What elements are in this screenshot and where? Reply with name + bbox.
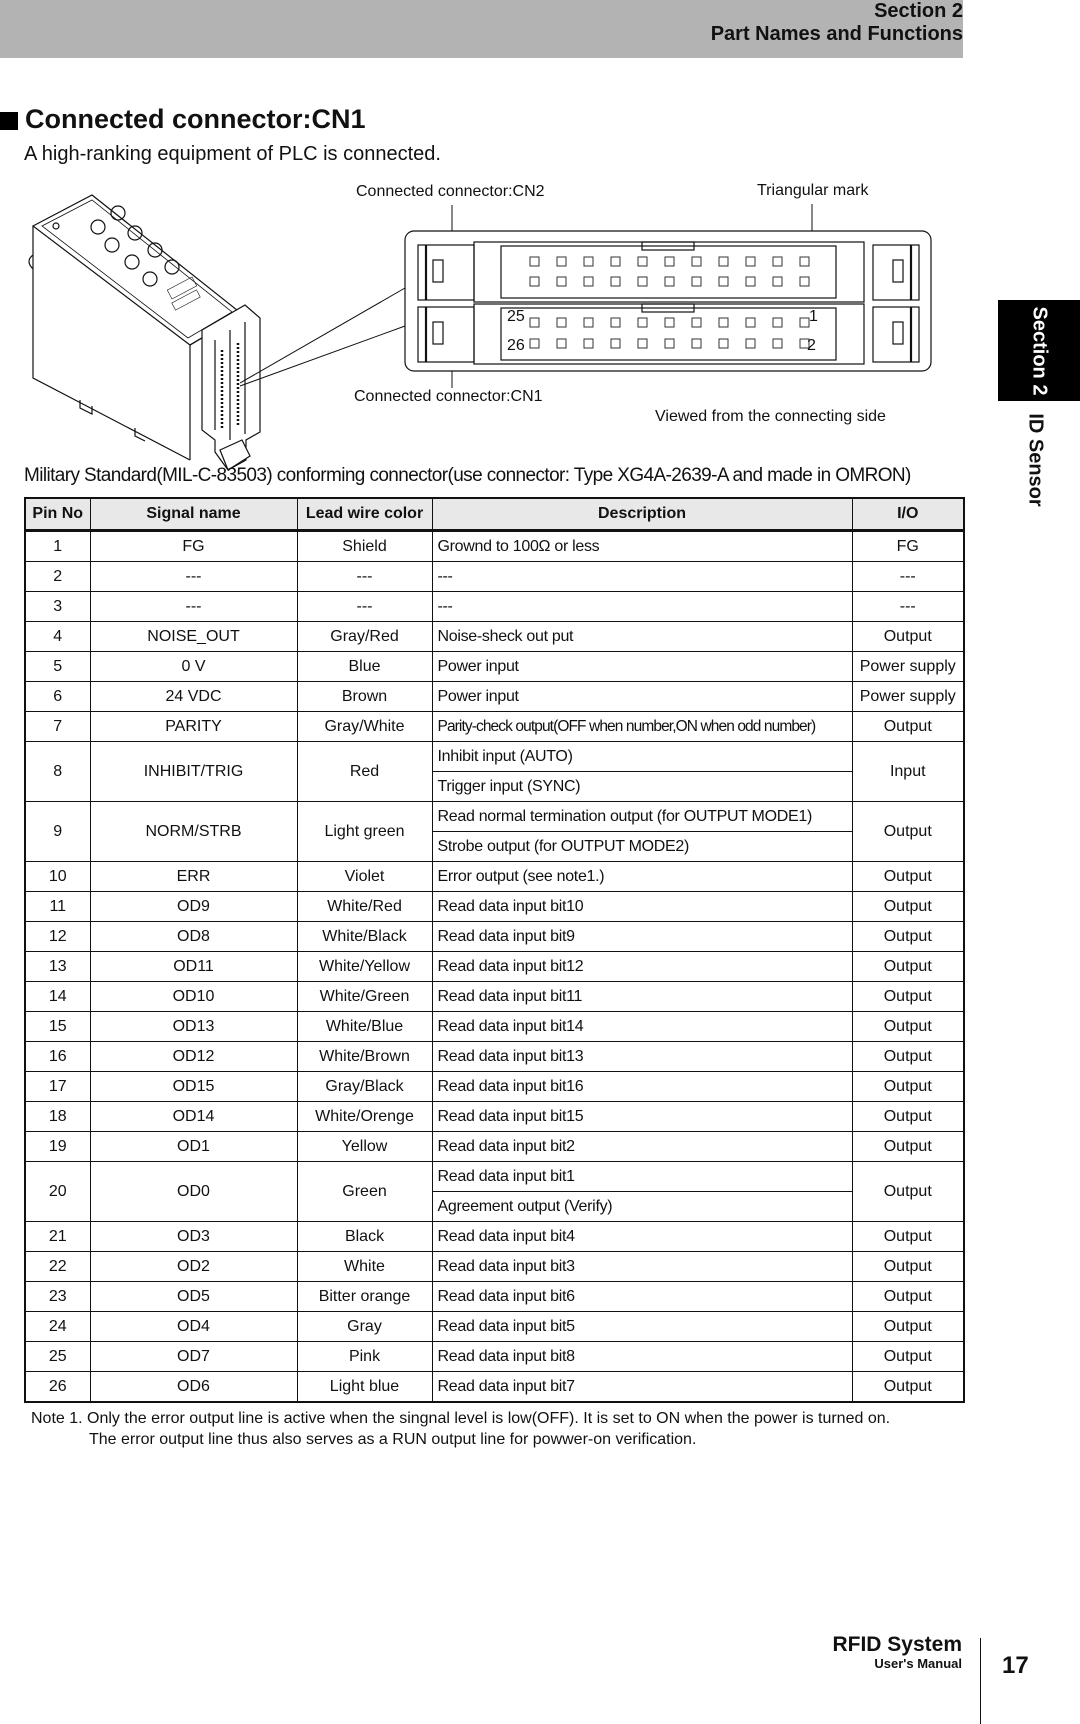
cell-io: --- — [852, 562, 964, 592]
device-illustration — [29, 195, 260, 470]
cell-io: Output — [852, 1252, 964, 1282]
cell-description: Error output (see note1.) — [432, 862, 852, 892]
cell-io: Output — [852, 862, 964, 892]
side-tab-subsection — [1010, 410, 1060, 510]
cell-pin-no: 5 — [25, 652, 90, 682]
cell-signal-name: OD0 — [90, 1162, 297, 1222]
cell-description: Power input — [432, 682, 852, 712]
cell-lead-wire-color: Shield — [297, 531, 432, 562]
table-row — [25, 1012, 964, 1042]
cell-signal-name: OD7 — [90, 1342, 297, 1372]
cell-signal-name: OD12 — [90, 1042, 297, 1072]
section-title: Connected connector:CN1 — [25, 104, 366, 134]
header-pin-no: Pin No — [25, 498, 90, 531]
header-description: Description — [432, 498, 852, 531]
cell-signal-name: 24 VDC — [90, 682, 297, 712]
cell-lead-wire-color: Pink — [297, 1342, 432, 1372]
header-section: Section 2 — [874, 0, 963, 22]
cell-signal-name: OD1 — [90, 1132, 297, 1162]
cell-signal-name: OD15 — [90, 1072, 297, 1102]
cell-description: Read data input bit4 — [432, 1222, 852, 1252]
label-triangular-mark: Triangular mark — [757, 182, 869, 199]
cell-io: Output — [852, 982, 964, 1012]
cell-description: Read data input bit5 — [432, 1312, 852, 1342]
cell-lead-wire-color: Yellow — [297, 1132, 432, 1162]
side-tab-section-label: Section 2 — [1028, 306, 1051, 395]
cell-description: Read data input bit10 — [432, 892, 852, 922]
pin-label-2: 2 — [807, 337, 816, 354]
cell-pin-no: 22 — [25, 1252, 90, 1282]
footer-manual-subtitle: User's Manual — [874, 1656, 962, 1671]
cell-description: Read data input bit6 — [432, 1282, 852, 1312]
cell-signal-name: --- — [90, 592, 297, 622]
cell-lead-wire-color: --- — [297, 592, 432, 622]
cell-pin-no: 20 — [25, 1162, 90, 1222]
cell-pin-no: 10 — [25, 862, 90, 892]
cell-io: Output — [852, 1072, 964, 1102]
note-line-1: Note 1. Only the error output line is active when the singnal level is low(OFF). It is set to ON when the power is turned on. — [31, 1410, 891, 1427]
cell-lead-wire-color: --- — [297, 562, 432, 592]
pin-label-26: 26 — [507, 337, 525, 354]
cell-signal-name: OD6 — [90, 1372, 297, 1403]
cell-io: Output — [852, 1342, 964, 1372]
label-viewed-from-side: Viewed from the connecting side — [655, 408, 886, 425]
pin-label-25: 25 — [507, 308, 525, 325]
table-row — [25, 1312, 964, 1342]
cell-io: Output — [852, 1102, 964, 1132]
cell-signal-name: OD14 — [90, 1102, 297, 1132]
table-row — [25, 862, 964, 892]
cell-pin-no: 8 — [25, 742, 90, 802]
cell-io: --- — [852, 592, 964, 622]
cell-io: Output — [852, 622, 964, 652]
cell-io: Output — [852, 712, 964, 742]
cell-io: Output — [852, 1312, 964, 1342]
cell-lead-wire-color: Gray/White — [297, 712, 432, 742]
cell-io: Output — [852, 1012, 964, 1042]
cell-signal-name: OD10 — [90, 982, 297, 1012]
cell-lead-wire-color: Gray — [297, 1312, 432, 1342]
footer-divider — [980, 1638, 981, 1724]
cell-description: Read normal termination output (for OUTPUT MODE1) — [432, 802, 852, 832]
cell-lead-wire-color: White — [297, 1252, 432, 1282]
cell-lead-wire-color: Light blue — [297, 1372, 432, 1403]
page-number: 17 — [1002, 1652, 1029, 1679]
cell-io: FG — [852, 531, 964, 562]
table-row — [25, 1222, 964, 1252]
table-row — [25, 1102, 964, 1132]
cell-lead-wire-color: Light green — [297, 802, 432, 862]
cell-pin-no: 1 — [25, 531, 90, 562]
cell-io: Output — [852, 892, 964, 922]
cell-io: Output — [852, 1372, 964, 1403]
pin-label-1: 1 — [809, 308, 818, 325]
header-io: I/O — [852, 498, 964, 531]
note-line-2: The error output line thus also serves as a RUN output line for powwer-on verification. — [89, 1431, 697, 1448]
cell-pin-no: 15 — [25, 1012, 90, 1042]
cell-pin-no: 7 — [25, 712, 90, 742]
table-row — [25, 712, 964, 742]
cell-description: Trigger input (SYNC) — [432, 772, 852, 802]
cell-io: Output — [852, 1132, 964, 1162]
cell-lead-wire-color: White/Blue — [297, 1012, 432, 1042]
header-title: Part Names and Functions — [710, 23, 963, 45]
side-tab-subsection-label: ID Sensor — [1024, 413, 1047, 507]
cell-pin-no: 25 — [25, 1342, 90, 1372]
cell-lead-wire-color: White/Red — [297, 892, 432, 922]
cell-io: Output — [852, 922, 964, 952]
table-row — [25, 892, 964, 922]
cell-signal-name: OD5 — [90, 1282, 297, 1312]
cell-pin-no: 23 — [25, 1282, 90, 1312]
table-row — [25, 1132, 964, 1162]
cell-signal-name: OD2 — [90, 1252, 297, 1282]
cell-io: Power supply — [852, 652, 964, 682]
cell-pin-no: 19 — [25, 1132, 90, 1162]
cell-description: Read data input bit7 — [432, 1372, 852, 1403]
cell-description: Read data input bit2 — [432, 1132, 852, 1162]
connector-diagram — [0, 170, 980, 470]
cell-pin-no: 26 — [25, 1372, 90, 1403]
cell-signal-name: OD3 — [90, 1222, 297, 1252]
cell-pin-no: 16 — [25, 1042, 90, 1072]
table-row — [25, 1162, 964, 1192]
table-row — [25, 682, 964, 712]
side-tab-section — [998, 300, 1080, 401]
cell-description: Strobe output (for OUTPUT MODE2) — [432, 832, 852, 862]
cell-description: Read data input bit11 — [432, 982, 852, 1012]
cell-signal-name: ERR — [90, 862, 297, 892]
square-bullet-icon — [0, 112, 18, 130]
cell-description: Read data input bit13 — [432, 1042, 852, 1072]
cell-description: --- — [432, 562, 852, 592]
cell-lead-wire-color: Blue — [297, 652, 432, 682]
header-signal-name: Signal name — [90, 498, 297, 531]
cell-lead-wire-color: Red — [297, 742, 432, 802]
footer-manual-title: RFID System — [832, 1633, 962, 1656]
cell-description: Read data input bit14 — [432, 1012, 852, 1042]
cell-pin-no: 17 — [25, 1072, 90, 1102]
cell-lead-wire-color: Gray/Red — [297, 622, 432, 652]
cell-pin-no: 18 — [25, 1102, 90, 1132]
header-lead-wire-color: Lead wire color — [297, 498, 432, 531]
table-row — [25, 1252, 964, 1282]
cell-pin-no: 2 — [25, 562, 90, 592]
cell-description: Power input — [432, 652, 852, 682]
cell-description: Read data input bit8 — [432, 1342, 852, 1372]
cell-pin-no: 9 — [25, 802, 90, 862]
table-row — [25, 1072, 964, 1102]
cell-signal-name: 0 V — [90, 652, 297, 682]
cell-description: Read data input bit1 — [432, 1162, 852, 1192]
cell-description: Grownd to 100Ω or less — [432, 531, 852, 562]
cell-lead-wire-color: White/Orenge — [297, 1102, 432, 1132]
cell-signal-name: OD11 — [90, 952, 297, 982]
section-subtitle: A high-ranking equipment of PLC is connected. — [24, 143, 441, 165]
cell-pin-no: 12 — [25, 922, 90, 952]
label-connector-cn1: Connected connector:CN1 — [354, 388, 543, 405]
cell-lead-wire-color: Violet — [297, 862, 432, 892]
table-row — [25, 952, 964, 982]
table-row — [25, 742, 964, 772]
cell-lead-wire-color: Black — [297, 1222, 432, 1252]
cell-pin-no: 24 — [25, 1312, 90, 1342]
cell-io: Output — [852, 952, 964, 982]
cell-description: Noise-sheck out put — [432, 622, 852, 652]
table-row — [25, 1372, 964, 1403]
cell-description: --- — [432, 592, 852, 622]
cell-lead-wire-color: White/Brown — [297, 1042, 432, 1072]
table-row — [25, 1342, 964, 1372]
cell-signal-name: OD8 — [90, 922, 297, 952]
cell-pin-no: 14 — [25, 982, 90, 1012]
cell-description: Agreement output (Verify) — [432, 1192, 852, 1222]
cell-io: Output — [852, 1282, 964, 1312]
cell-io: Output — [852, 1162, 964, 1222]
cell-pin-no: 11 — [25, 892, 90, 922]
cell-io: Output — [852, 802, 964, 862]
cell-lead-wire-color: Bitter orange — [297, 1282, 432, 1312]
table-row — [25, 652, 964, 682]
table-row — [25, 592, 964, 622]
cell-signal-name: FG — [90, 531, 297, 562]
cell-pin-no: 6 — [25, 682, 90, 712]
cell-pin-no: 3 — [25, 592, 90, 622]
cell-signal-name: INHIBIT/TRIG — [90, 742, 297, 802]
cell-io: Output — [852, 1042, 964, 1072]
cell-lead-wire-color: Green — [297, 1162, 432, 1222]
connector-standard-caption: Military Standard(MIL-C-83503) conforming connector(use connector: Type XG4A-2639-A and made in OMRON) — [24, 465, 911, 486]
table-row — [25, 1042, 964, 1072]
cell-description: Parity-check output(OFF when number,ON when odd number) — [432, 712, 852, 742]
cell-description: Read data input bit12 — [432, 952, 852, 982]
cell-signal-name: PARITY — [90, 712, 297, 742]
cell-pin-no: 13 — [25, 952, 90, 982]
cell-signal-name: NORM/STRB — [90, 802, 297, 862]
pin-assignment-table — [24, 497, 965, 1403]
cell-signal-name: --- — [90, 562, 297, 592]
cell-signal-name: OD13 — [90, 1012, 297, 1042]
cell-description: Read data input bit3 — [432, 1252, 852, 1282]
cell-description: Read data input bit15 — [432, 1102, 852, 1132]
table-header-row — [25, 498, 964, 531]
cell-lead-wire-color: Brown — [297, 682, 432, 712]
cell-pin-no: 4 — [25, 622, 90, 652]
table-row — [25, 922, 964, 952]
cell-signal-name: OD4 — [90, 1312, 297, 1342]
cell-io: Power supply — [852, 682, 964, 712]
table-row — [25, 531, 964, 562]
cell-description: Inhibit input (AUTO) — [432, 742, 852, 772]
cell-signal-name: OD9 — [90, 892, 297, 922]
cell-io: Input — [852, 742, 964, 802]
cell-description: Read data input bit16 — [432, 1072, 852, 1102]
cell-description: Read data input bit9 — [432, 922, 852, 952]
cell-io: Output — [852, 1222, 964, 1252]
connector-face — [405, 231, 931, 371]
cell-lead-wire-color: White/Black — [297, 922, 432, 952]
table-row — [25, 622, 964, 652]
table-row — [25, 1282, 964, 1312]
cell-lead-wire-color: Gray/Black — [297, 1072, 432, 1102]
table-row — [25, 982, 964, 1012]
cell-pin-no: 21 — [25, 1222, 90, 1252]
table-body — [25, 531, 964, 1403]
cell-lead-wire-color: White/Green — [297, 982, 432, 1012]
label-connector-cn2: Connected connector:CN2 — [356, 183, 545, 200]
table-row — [25, 562, 964, 592]
cell-lead-wire-color: White/Yellow — [297, 952, 432, 982]
cell-signal-name: NOISE_OUT — [90, 622, 297, 652]
table-row — [25, 802, 964, 832]
